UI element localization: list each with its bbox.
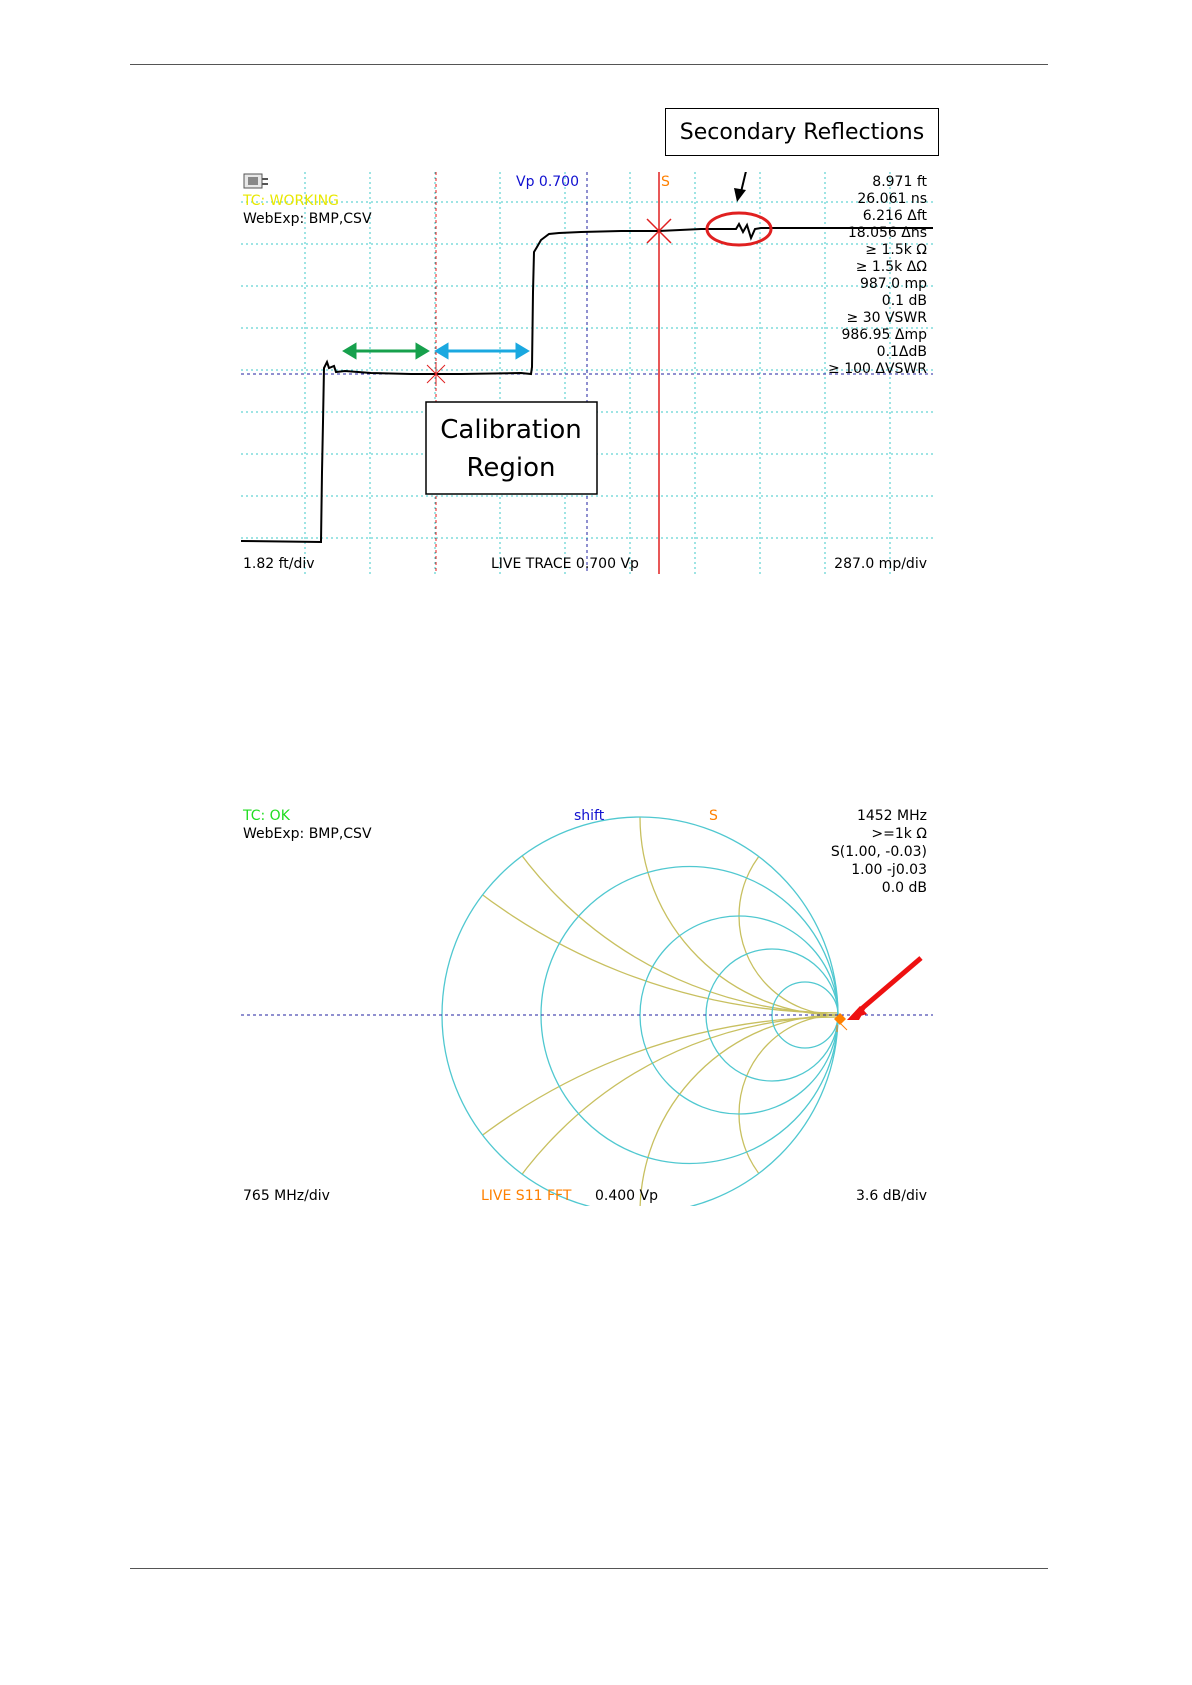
svg-text:Calibration: Calibration: [440, 415, 582, 445]
tdr-y-scale: 287.0 mp/div: [834, 556, 927, 572]
tdr-shift-key: S: [661, 174, 670, 190]
tdr-readouts: [828, 174, 927, 377]
svg-text:≥ 1.5k ΔΩ: ≥ 1.5k ΔΩ: [855, 259, 927, 275]
header-rule: [130, 64, 1048, 65]
svg-text:986.95 Δmp: 986.95 Δmp: [841, 327, 927, 343]
tdr-trace-panel[interactable]: [241, 172, 933, 574]
secondary-reflection-pointer: [734, 172, 753, 202]
tdr-x-scale: 1.82 ft/div: [243, 556, 315, 572]
svg-text:0.1 dB: 0.1 dB: [881, 293, 927, 309]
tdr-vp-label: Vp 0.700: [516, 174, 579, 190]
svg-text:0.1ΔdB: 0.1ΔdB: [876, 344, 927, 360]
smith-readouts: [831, 808, 927, 896]
svg-text:6.216 Δft: 6.216 Δft: [862, 208, 927, 224]
smith-trace-vp: 0.400 Vp: [595, 1188, 658, 1204]
svg-text:18.056 Δns: 18.056 Δns: [847, 225, 927, 241]
svg-text:0.0 dB: 0.0 dB: [881, 880, 927, 896]
green-range-arrow: [345, 345, 427, 357]
cyan-range-arrow: [437, 345, 527, 357]
svg-text:8.971 ft: 8.971 ft: [872, 174, 927, 190]
calibration-region-callout: [426, 402, 597, 494]
smith-export-label[interactable]: WebExp: BMP,CSV: [243, 826, 372, 842]
svg-text:S(1.00, -0.03): S(1.00, -0.03): [830, 844, 927, 860]
tdr-status: TC: WORKING: [243, 193, 339, 209]
tdr-export-label[interactable]: WebExp: BMP,CSV: [243, 211, 372, 227]
svg-text:≥ 1.5k Ω: ≥ 1.5k Ω: [865, 242, 927, 258]
secondary-reflections-callout: [665, 108, 939, 156]
secondary-reflections-label: Secondary Reflections: [679, 119, 925, 145]
smith-x-scale: 765 MHz/div: [243, 1188, 330, 1204]
smith-y-scale: 3.6 dB/div: [856, 1188, 927, 1204]
svg-text:1452 MHz: 1452 MHz: [856, 808, 927, 824]
tdr-trace-label: LIVE TRACE 0.700 Vp: [491, 556, 639, 572]
svg-text:26.061 ns: 26.061 ns: [857, 191, 927, 207]
svg-text:≥ 30 VSWR: ≥ 30 VSWR: [846, 310, 927, 326]
smith-trace-label: LIVE S11 FFT: [481, 1188, 572, 1204]
smith-shift-label: shift: [574, 808, 605, 824]
plug-icon: [244, 174, 268, 188]
reactance-arcs: [244, 806, 933, 1206]
svg-text:1.00 -j0.03: 1.00 -j0.03: [851, 862, 927, 878]
smith-shift-key: S: [709, 808, 718, 824]
marker-arrow: [847, 958, 921, 1020]
smith-status: TC: OK: [243, 808, 290, 824]
smith-chart-panel[interactable]: [241, 806, 933, 1206]
svg-text:≥ 100 ΔVSWR: ≥ 100 ΔVSWR: [828, 361, 927, 377]
svg-text:>=1k Ω: >=1k Ω: [871, 826, 927, 842]
svg-text:987.0 mp: 987.0 mp: [859, 276, 927, 292]
svg-text:Region: Region: [466, 453, 556, 483]
footer-rule: [130, 1568, 1048, 1569]
resistance-circles: [442, 817, 838, 1206]
